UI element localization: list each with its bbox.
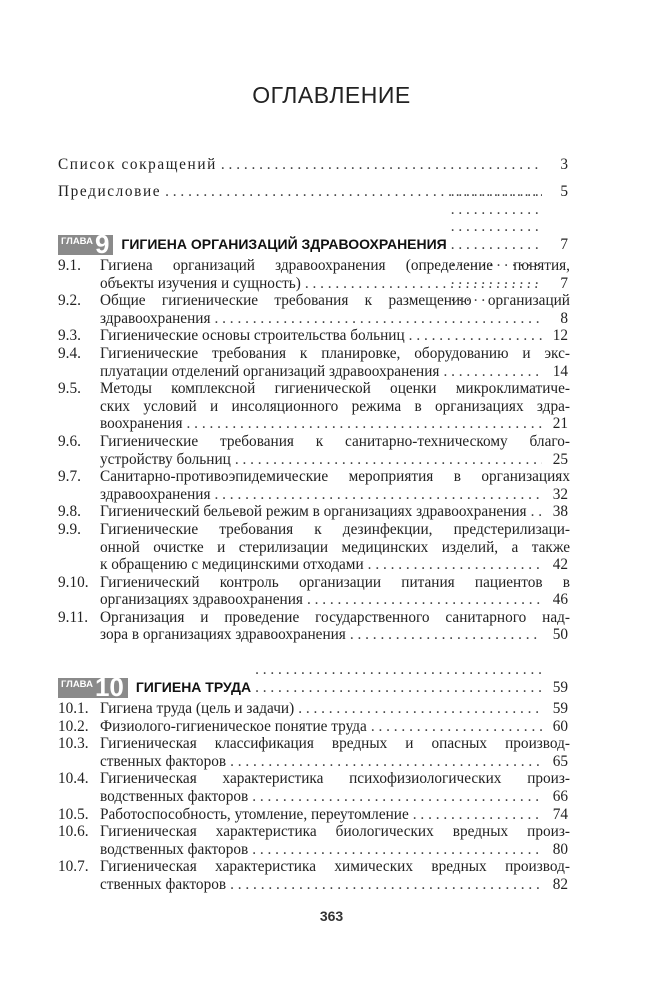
section-body xyxy=(100,574,570,609)
section-number: 9.7. xyxy=(58,468,81,486)
toc-entry[interactable] xyxy=(58,327,570,345)
section-title-line: здравоохранения xyxy=(100,485,211,503)
section-title-line: Гигиеническая характеристика биологических вредных произ- xyxy=(100,823,570,841)
section-number: 10.2. xyxy=(58,717,89,735)
section-body xyxy=(100,700,570,718)
section-title-last-line xyxy=(100,363,570,381)
section-title-last-line xyxy=(100,591,570,609)
dot-leader xyxy=(235,451,542,469)
dot-leader xyxy=(531,503,542,521)
dot-leader xyxy=(371,718,542,736)
section-title-last-line xyxy=(100,788,570,806)
chapter-badge-label: ГЛАВА xyxy=(61,678,93,690)
chapter-heading[interactable] xyxy=(58,671,570,702)
section-title-line: Гигиена организаций здравоохранения (определение понятия, xyxy=(100,257,570,274)
dot-leader xyxy=(307,591,542,609)
chapter-badge-label: ГЛАВА xyxy=(61,235,93,247)
section-title-last-line xyxy=(100,275,570,293)
entry-page: 3 xyxy=(560,156,568,173)
chapter-number: 10 xyxy=(94,671,124,702)
section-title-line: воохранения xyxy=(100,415,183,433)
dot-leader xyxy=(443,363,542,381)
section-body xyxy=(100,858,570,893)
chapter-heading[interactable] xyxy=(58,228,570,259)
toc-entry[interactable] xyxy=(58,858,570,893)
section-title-line: Работоспособность, утомление, переутомление xyxy=(100,805,409,823)
entry-label: Предисловие xyxy=(58,182,162,200)
toc-entry[interactable] xyxy=(58,823,570,858)
chapter-page: 59 xyxy=(552,678,568,696)
section-number: 9.2. xyxy=(58,292,81,310)
section-page: 7 xyxy=(560,274,568,292)
toc-entry[interactable] xyxy=(58,806,570,824)
section-title-line: здравоохранения xyxy=(100,309,211,327)
section-title-last-line xyxy=(100,626,570,644)
chapter-badge xyxy=(58,671,128,702)
dot-leader xyxy=(413,806,542,824)
section-number: 9.8. xyxy=(58,503,81,521)
dot-leader xyxy=(298,700,542,718)
section-body xyxy=(100,468,570,503)
section-body xyxy=(100,718,570,736)
entry-label: Список сокращений xyxy=(58,156,217,173)
page-title: ОГЛАВЛЕНИЕ xyxy=(252,82,411,108)
section-number: 10.7. xyxy=(58,858,89,876)
toc-entry[interactable] xyxy=(58,521,570,574)
section-title-line: Гигиенический контроль организации питания пациентов в xyxy=(100,573,570,591)
toc-entry[interactable] xyxy=(58,718,570,736)
section-title-line: водственных факторов xyxy=(100,840,249,858)
toc-entry[interactable] xyxy=(58,700,570,718)
toc-entry[interactable] xyxy=(58,433,570,468)
chapter-title: ГИГИЕНА ТРУДА xyxy=(135,678,252,695)
section-title-line: Общие гигиенические требования к размещению организаций xyxy=(100,292,570,310)
dot-leader xyxy=(350,626,542,644)
section-page: 50 xyxy=(552,626,568,644)
section-body xyxy=(100,433,570,468)
section-title-line: Гигиеническая характеристика психофизиологических произ- xyxy=(100,770,570,788)
section-page: 42 xyxy=(552,556,568,574)
section-number: 10.6. xyxy=(58,823,89,841)
toc-entry[interactable] xyxy=(58,609,570,644)
section-number: 9.9. xyxy=(58,520,81,538)
section-title-line: водственных факторов xyxy=(100,787,249,805)
toc-entry[interactable] xyxy=(58,468,570,503)
section-number: 9.1. xyxy=(58,257,81,274)
section-title-line: онной очистке и стерилизации медицинских изделий, а также xyxy=(100,538,570,556)
section-page: 82 xyxy=(552,875,568,893)
section-body xyxy=(100,503,570,521)
section-title-line: ственных факторов xyxy=(100,752,227,770)
section-title-line: Гигиенические требования к планировке, оборудованию и экс- xyxy=(100,344,570,362)
section-number: 10.4. xyxy=(58,770,89,788)
chapter-page: 7 xyxy=(560,235,568,253)
section-page: 74 xyxy=(552,805,568,823)
section-title-line: ственных факторов xyxy=(100,875,227,893)
section-title-line: Гигиенические требования к дезинфекции, предстерилизаци- xyxy=(100,520,570,538)
section-page: 46 xyxy=(552,591,568,609)
toc-entry[interactable] xyxy=(58,292,570,327)
section-number: 9.5. xyxy=(58,380,81,398)
section-page: 25 xyxy=(552,450,568,468)
section-body xyxy=(100,345,570,380)
section-title-last-line xyxy=(100,753,570,771)
section-body xyxy=(100,823,570,858)
dot-leader xyxy=(230,753,542,771)
section-title-line: Гигиенический бельевой режим в организациях здравоохранения xyxy=(100,503,527,521)
section-number: 9.6. xyxy=(58,432,81,450)
dot-leader xyxy=(215,486,543,504)
section-title-line: Гигиеническая классификация вредных и опасных производ- xyxy=(100,735,570,753)
section-body xyxy=(100,292,570,327)
section-title-line: Гигиенические требования к санитарно-техническому благо- xyxy=(100,432,570,450)
section-title-line: Физиолого-гигиеническое понятие труда xyxy=(100,717,367,735)
section-page: 66 xyxy=(552,787,568,805)
section-page: 80 xyxy=(552,840,568,858)
toc-entry[interactable] xyxy=(58,345,570,380)
section-number: 10.5. xyxy=(58,805,89,823)
section-page: 8 xyxy=(560,309,568,327)
section-title-last-line xyxy=(100,451,570,469)
section-title-line: Гигиена труда (цель и задачи) xyxy=(100,700,295,717)
section-number: 9.10. xyxy=(58,573,89,591)
section-title-last-line xyxy=(100,503,570,521)
page-number: 363 xyxy=(319,908,344,924)
section-body xyxy=(100,327,570,345)
dot-leader xyxy=(368,556,542,574)
dot-leader xyxy=(305,275,542,293)
dot-leader xyxy=(252,788,542,806)
section-number: 10.3. xyxy=(58,735,89,753)
section-page: 32 xyxy=(552,485,568,503)
section-title-line: к обращению с медицинскими отходами xyxy=(100,556,364,574)
section-page: 21 xyxy=(552,415,568,433)
chapter-badge xyxy=(58,228,113,259)
section-title-line: зора в организациях здравоохранения xyxy=(100,626,346,644)
toc-entry[interactable] xyxy=(58,257,570,292)
section-title-line: Гигиеническая характеристика химических вредных производ- xyxy=(100,858,570,876)
dot-leader xyxy=(215,310,543,328)
section-body xyxy=(100,380,570,433)
section-title-last-line xyxy=(100,556,570,574)
section-body xyxy=(100,806,570,824)
section-title-line: Методы комплексной гигиенической оценки микроклиматиче- xyxy=(100,380,570,398)
section-title-last-line xyxy=(100,718,570,736)
section-title-line: Гигиенические основы строительства больниц xyxy=(100,327,405,345)
section-title-last-line xyxy=(100,876,570,894)
toc-entry[interactable] xyxy=(58,735,570,770)
section-title-line: ских условий и инсоляционного режима в организациях здра- xyxy=(100,397,570,415)
section-page: 38 xyxy=(552,503,568,521)
section-page: 65 xyxy=(552,752,568,770)
dot-leader xyxy=(187,415,542,433)
dot-leader xyxy=(409,327,542,345)
section-page: 60 xyxy=(552,717,568,735)
section-page: 14 xyxy=(552,362,568,380)
section-title-last-line xyxy=(100,841,570,859)
dot-leader xyxy=(252,841,542,859)
section-number: 9.11. xyxy=(58,608,89,626)
chapter-10 xyxy=(58,671,570,894)
section-title-line: устройству больниц xyxy=(100,450,231,468)
section-title-last-line xyxy=(100,310,570,328)
section-title-last-line xyxy=(100,327,570,345)
section-page: 12 xyxy=(552,327,568,345)
section-title-last-line xyxy=(100,700,570,718)
toc-entry[interactable] xyxy=(58,770,570,805)
chapter-9 xyxy=(58,228,570,644)
section-body xyxy=(100,257,570,292)
chapter-number: 9 xyxy=(94,228,110,259)
toc-entry-abbreviations[interactable] xyxy=(58,156,570,174)
section-number: 10.1. xyxy=(58,700,89,717)
section-page: 59 xyxy=(552,700,568,717)
section-title-line: организациях здравоохранения xyxy=(100,591,303,609)
dot-leader xyxy=(230,876,542,894)
entry-page: 5 xyxy=(560,182,568,200)
toc-entry[interactable] xyxy=(58,574,570,609)
section-body xyxy=(100,609,570,644)
toc-entry[interactable] xyxy=(58,503,570,521)
section-title-last-line xyxy=(100,415,570,433)
toc-entry[interactable] xyxy=(58,380,570,433)
section-body xyxy=(100,770,570,805)
dot-leader xyxy=(221,156,542,174)
section-title-last-line xyxy=(100,806,570,824)
section-title-line: Организация и проведение государственного санитарного над- xyxy=(100,608,570,626)
section-title-line: плуатации отделений организаций здравоохранения xyxy=(100,362,440,380)
chapter-title: ГИГИЕНА ОРГАНИЗАЦИЙ ЗДРАВООХРАНЕНИЯ xyxy=(121,235,447,252)
section-body xyxy=(100,521,570,574)
section-body xyxy=(100,735,570,770)
section-title-line: объекты изучения и сущность) xyxy=(100,274,301,292)
section-title-line: Санитарно-противоэпидемические мероприятия в организациях xyxy=(100,468,570,486)
section-title-last-line xyxy=(100,486,570,504)
section-number: 9.3. xyxy=(58,327,81,345)
section-number: 9.4. xyxy=(58,344,81,362)
